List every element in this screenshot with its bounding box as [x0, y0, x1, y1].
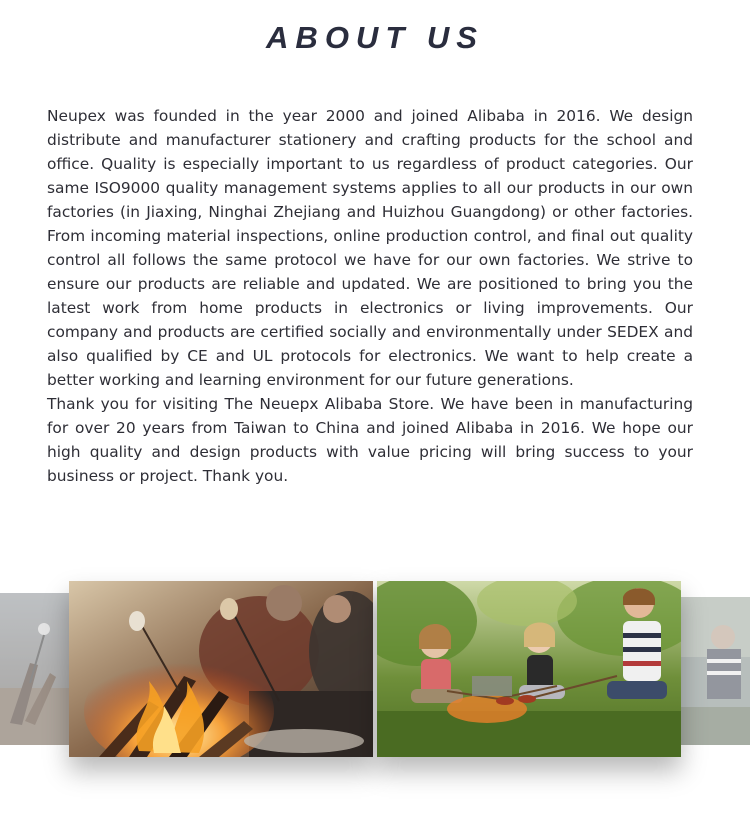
page-title: ABOUT US — [266, 20, 484, 55]
kids-roasting-sausages-image — [377, 581, 681, 757]
gallery-side-image-left[interactable] — [0, 593, 69, 745]
campfire-marshmallow-image — [69, 581, 373, 757]
gallery-image-campfire[interactable] — [69, 581, 373, 757]
gallery-side-image-right[interactable] — [681, 597, 750, 745]
boy-outdoors-side-image — [681, 597, 750, 745]
about-paragraph-history: Neupex was founded in the year 2000 and joined Alibaba in 2016. We design distribute and manufacturer stationery and crafting products for the school and office. Quality is especially important to us regardless of product categories. Our same ISO9000 quality management systems applies to all our products in our own factories (in Jiaxing, Ninghai Zhejiang and Huizhou Guangdong) or other factories. From incoming material inspections, online production control, and final out quality control all follows the same protocol we have for our own factories. We strive to ensure our products are reliable and updated. We are positioned to bring you the latest work from home products in electronics or living improvements. Our company and products are certified socially and environmentally under SEDEX and also qualified by CE and UL protocols for electronics. We want to help create a better working and learning environment for our future generations. — [47, 107, 693, 389]
about-text-block — [47, 104, 693, 488]
campfire-side-image — [0, 593, 69, 745]
gallery-image-kids-campfire[interactable] — [377, 581, 681, 757]
about-paragraph-thanks: Thank you for visiting The Neuepx Alibaba Store. We have been in manufacturing for over 20 years from Taiwan to China and joined Alibaba in 2016. We hope our high quality and design products with value pricing will bring success to your business or project. Thank you. — [47, 395, 693, 485]
photo-gallery-carousel — [0, 560, 750, 790]
